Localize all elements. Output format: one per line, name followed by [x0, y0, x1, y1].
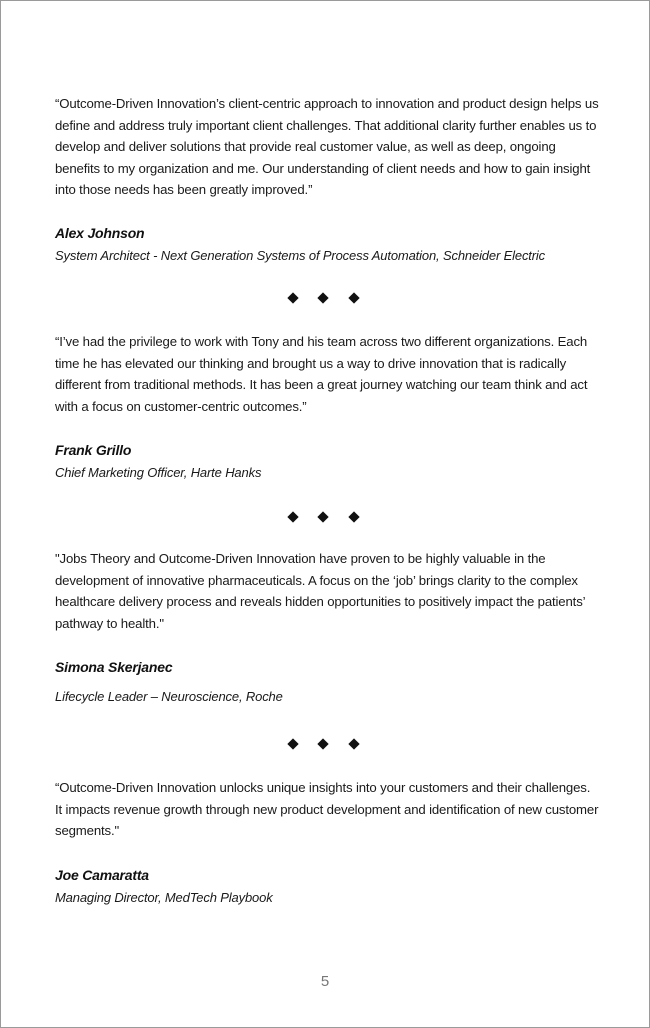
diamond-icon — [317, 738, 328, 749]
testimonial-quote-1: “Outcome-Driven Innovation’s client-centric approach to innovation and product design helps us define and address truly important client challenges. That additional clarity further enables us to develop and deliver solutions that provide real customer value, as well as deep, ongoing benefits to my organization and me. Our understanding of client needs and how to gain insight into those needs has been greatly improved.” — [55, 96, 599, 198]
section-divider — [1, 510, 649, 524]
testimonial-role-4: Managing Director, MedTech Playbook — [55, 890, 273, 905]
testimonial-name-3: Simona Skerjanec — [55, 659, 173, 675]
diamond-icon — [287, 511, 298, 522]
section-divider — [1, 291, 649, 305]
diamond-icon — [317, 292, 328, 303]
testimonial-role-1: System Architect - Next Generation Systems of Process Automation, Schneider Electric — [55, 248, 546, 263]
testimonial-quote-4: “Outcome-Driven Innovation unlocks unique insights into your customers and their challenges. It impacts revenue growth through new product development and identification of new customer segments." — [55, 780, 599, 839]
page-number: 5 — [320, 973, 330, 990]
diamond-icon — [348, 511, 359, 522]
testimonial-quote-2: “I’ve had the privilege to work with Tony and his team across two different organizations. Each time he has elevated our thinking and brought us a way to drive innovation that is radically different from traditional methods. It has been a great journey watching our team think and act with a focus on customer-centric outcomes.” — [55, 334, 588, 414]
diamond-icon — [287, 738, 298, 749]
section-divider — [1, 737, 649, 751]
diamond-icon — [348, 738, 359, 749]
diamond-icon — [287, 292, 298, 303]
diamond-icon — [348, 292, 359, 303]
testimonial-role-2: Chief Marketing Officer, Harte Hanks — [55, 465, 262, 480]
diamond-icon — [317, 511, 328, 522]
testimonial-name-1: Alex Johnson — [55, 225, 145, 241]
testimonial-name-2: Frank Grillo — [55, 442, 132, 458]
testimonial-name-4: Joe Camaratta — [55, 867, 149, 883]
testimonial-role-3: Lifecycle Leader – Neuroscience, Roche — [55, 689, 283, 704]
testimonial-quote-3: "Jobs Theory and Outcome-Driven Innovation have proven to be highly valuable in the development of innovative pharmaceuticals. A focus on the ‘job’ brings clarity to the complex healthcare delivery process and reveals hidden opportunities to positively impact the patients’ pathway to health." — [55, 551, 585, 631]
